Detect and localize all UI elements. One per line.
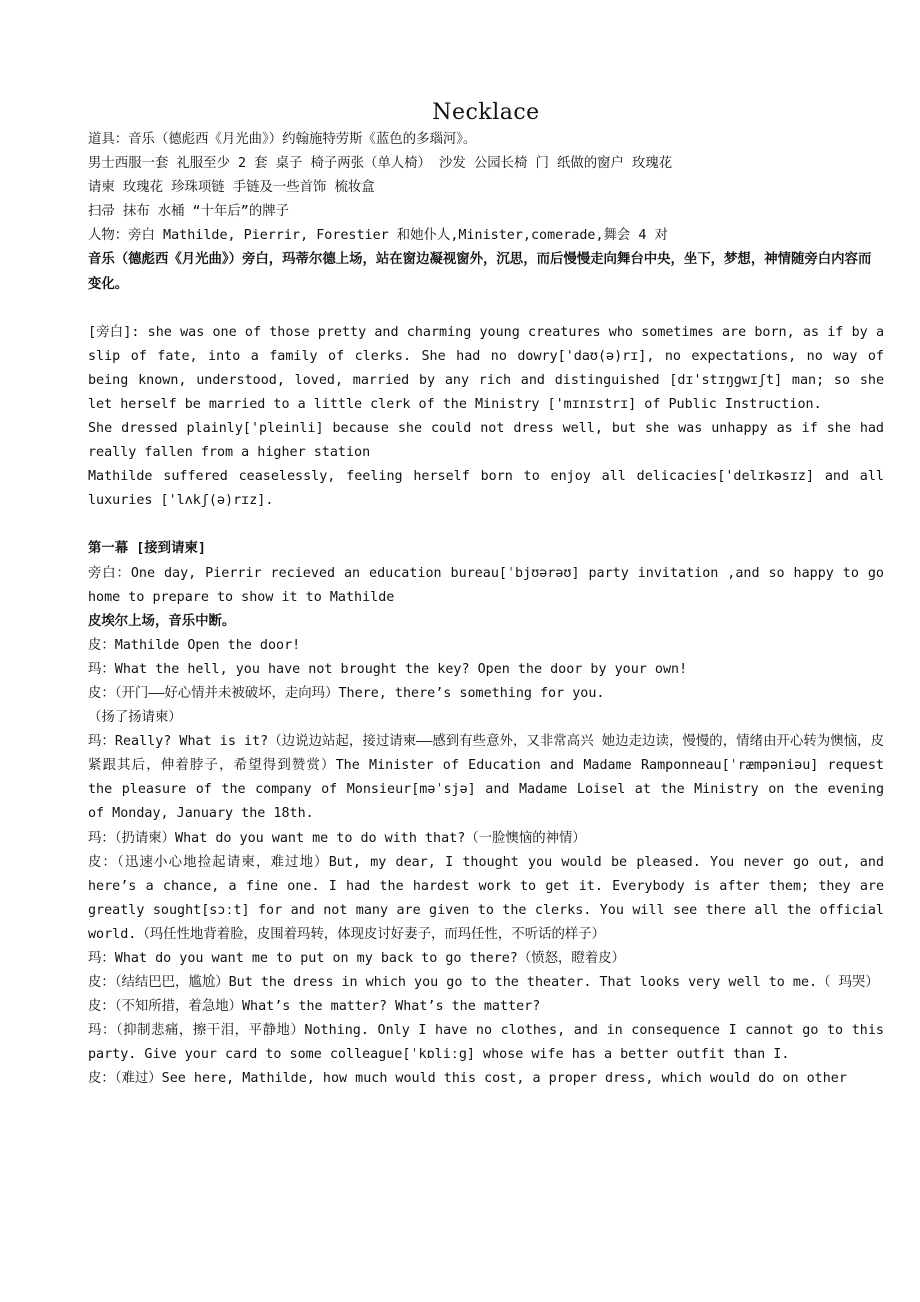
- narration-paragraph: [旁白]: she was one of those pretty and charming young creatures who sometimes are born, as if by a slip of fate, into a family of clerks. She had no dowry['daʊ(ə)rɪ], no expectations, no way of being known, understood, loved, married by any rich and distinguished [dɪ'stɪŋgwɪʃt] man; so she let herself be married to a little clerk of the Ministry ['mɪnɪstrɪ] of Public Instruction.: [88, 324, 893, 412]
- script-line: 玛：What do you want me to put on my back to go there?（愤怒，瞪着皮）: [88, 951, 625, 966]
- script-line: 皮：（开门——好心情并未被破坏，走向玛）There, there’s something for you.: [88, 685, 605, 701]
- script-line: 玛：What the hell, you have not brought the key? Open the door by your own!: [88, 661, 688, 677]
- act-heading: 第一幕 [接到请柬]: [88, 541, 206, 557]
- script-line: 皮埃尔上场，音乐中断。: [88, 613, 236, 629]
- props-line: 男士西服一套 礼服至少 2 套 桌子 椅子两张（单人椅） 沙发 公园长椅 门 纸做的窗户 玫瑰花: [88, 156, 673, 172]
- script-body: [88, 562, 893, 1092]
- script-line: 玛：Really? What is it?（边说边站起，接过请柬——感到有些意外，又非常高兴 她边走边读，慢慢的，情绪由开心转为懊恼，皮紧跟其后，伸着脖子，希望得到赞赏）The Minister of Education and Madame Ramponneau[ˈræmpəniəu] request the pleasure of the company of Monsieur[məˈsjə] and Madame Loisel at the Ministry on the evening of Monday, January the 18th.: [88, 734, 893, 822]
- script-line: （扬了扬请柬）: [88, 710, 182, 726]
- props-line: 扫帚 抹布 水桶 “十年后”的牌子: [88, 204, 289, 220]
- props-line: 道具：音乐（德彪西《月光曲》）约翰施特劳斯《蓝色的多瑙河》。: [88, 132, 477, 147]
- narration-paragraph: Mathilde suffered ceaselessly, feeling herself born to enjoy all delicacies['delɪkəsɪz] and all luxuries ['lʌkʃ(ə)rɪz].: [88, 469, 893, 509]
- spacer: [88, 513, 884, 537]
- narration-paragraph: She dressed plainly['pleinli] because she could not dress well, but she was unhappy as if she had really fallen from a higher station: [88, 421, 893, 461]
- page-title: Necklace: [432, 100, 540, 125]
- script-line: 皮：（迅速小心地捡起请柬，难过地）But, my dear, I thought you would be pleased. You never go out, and here’s a chance, a fine one. I had the hardest work to get it. Everybody is after them; they are greatly sought[sɔːt] for and not many are given to the clerks. You will see there all the official world.（玛任性地背着脸，皮围着玛转，体现皮讨好妻子，而玛任性，不听话的样子）: [88, 854, 893, 942]
- stage-direction: 音乐（德彪西《月光曲》）旁白，玛蒂尔德上场，站在窗边凝视窗外，沉思，而后慢慢走向舞台中央，坐下，梦想，神情随旁白内容而变化。: [88, 252, 872, 292]
- spacer: [88, 297, 884, 321]
- script-line: 皮：（难过）See here, Mathilde, how much would this cost, a proper dress, which would do on other: [88, 1071, 847, 1087]
- script-line: 皮：（不知所措，着急地）What’s the matter? What’s the matter?: [88, 999, 541, 1015]
- props-line: 请柬 玫瑰花 珍珠项链 手链及一些首饰 梳妆盒: [88, 180, 375, 196]
- script-line: 皮：（结结巴巴，尴尬）But the dress in which you go to the theater. That looks very well to me.（ 玛哭）: [88, 975, 879, 991]
- script-line: 皮：Mathilde Open the door!: [88, 637, 301, 653]
- script-line: 旁白：One day, Pierrir recieved an education bureau[ˈbjʊərəʊ] party invitation ,and so happy to go home to prepare to show it to Mathilde: [88, 565, 893, 605]
- cast-line: 人物：旁白 Mathilde, Pierrir, Forestier 和她仆人,Minister,comerade,舞会 4 对: [88, 228, 668, 244]
- script-line: 玛：（抑制悲痛，擦干泪，平静地）Nothing. Only I have no clothes, and in consequence I cannot go to this party. Give your card to some colleague[ˈkɒliːg] whose wife has a better outfit than I.: [88, 1023, 893, 1063]
- document-page: [88, 96, 893, 1092]
- script-line: 玛：（扔请柬）What do you want me to do with that?（一脸懊恼的神情）: [88, 830, 586, 846]
